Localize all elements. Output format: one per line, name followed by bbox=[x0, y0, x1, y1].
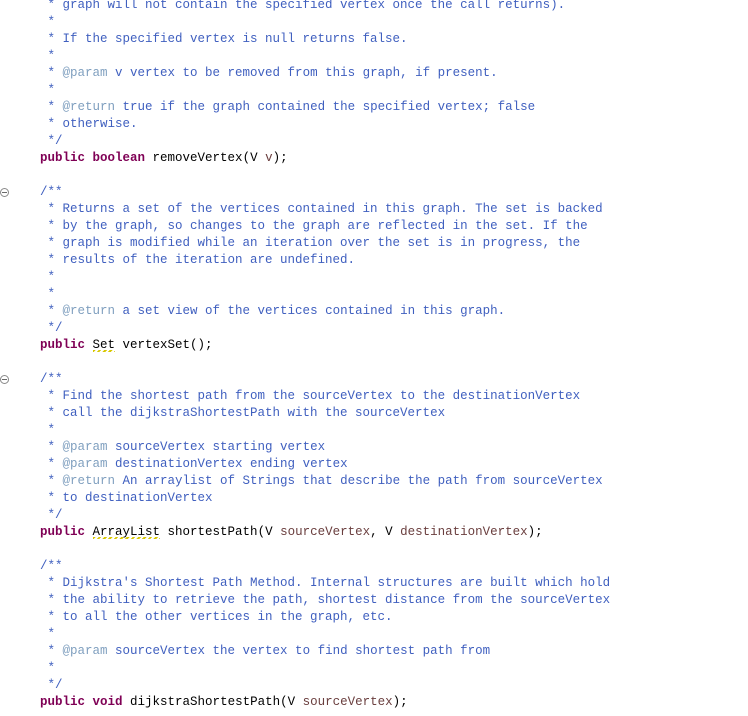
code-line bbox=[40, 99, 535, 116]
code-token: @return bbox=[62, 474, 116, 488]
code-line bbox=[40, 626, 55, 643]
code-token: * Returns a set of the vertices contained in this graph. The set is backed bbox=[40, 202, 603, 216]
code-line bbox=[40, 643, 490, 660]
code-line bbox=[40, 0, 565, 14]
code-token: destinationVertex bbox=[400, 525, 528, 539]
code-token: * Find the shortest path from the sourceVertex to the destinationVertex bbox=[40, 389, 581, 403]
code-line bbox=[40, 150, 288, 167]
code-token: , V bbox=[370, 525, 401, 539]
code-line bbox=[40, 456, 348, 473]
code-token: * bbox=[40, 661, 56, 675]
code-line bbox=[40, 677, 63, 694]
code-token: * bbox=[40, 270, 56, 284]
code-line bbox=[40, 507, 63, 524]
code-line bbox=[40, 490, 213, 507]
code-token: vertexSet(); bbox=[115, 338, 213, 352]
code-token bbox=[85, 525, 93, 539]
code-token: * bbox=[40, 627, 56, 641]
code-token: * If the specified vertex is null returns false. bbox=[40, 32, 408, 46]
code-token: * otherwise. bbox=[40, 117, 138, 131]
code-token: */ bbox=[40, 321, 63, 335]
fold-toggle-icon[interactable] bbox=[0, 188, 9, 197]
code-token: * bbox=[40, 457, 63, 471]
code-line bbox=[40, 286, 55, 303]
code-line bbox=[40, 660, 55, 677]
code-token: v bbox=[265, 151, 273, 165]
code-token: ); bbox=[527, 525, 543, 539]
code-token: * bbox=[40, 423, 56, 437]
code-token: public bbox=[40, 338, 86, 352]
code-token: a set view of the vertices contained in this graph. bbox=[115, 304, 506, 318]
code-line bbox=[40, 575, 610, 592]
code-token: dijkstraShortestPath(V bbox=[122, 695, 303, 709]
code-token: * the ability to retrieve the path, shortest distance from the sourceVertex bbox=[40, 593, 611, 607]
code-line bbox=[40, 320, 63, 337]
code-line bbox=[40, 235, 580, 252]
code-line bbox=[40, 405, 445, 422]
code-token: * bbox=[40, 15, 56, 29]
code-token: */ bbox=[40, 508, 63, 522]
code-token: * graph will not contain the specified vertex once the call returns). bbox=[40, 0, 566, 12]
code-token: ArrayList bbox=[92, 525, 161, 539]
code-line bbox=[40, 82, 55, 99]
code-token: @param bbox=[62, 440, 108, 454]
code-token: * call the dijkstraShortestPath with the sourceVertex bbox=[40, 406, 446, 420]
code-line bbox=[40, 609, 393, 626]
code-token: sourceVertex starting vertex bbox=[107, 440, 326, 454]
code-token: shortestPath(V bbox=[160, 525, 281, 539]
code-token: * graph is modified while an iteration over the set is in progress, the bbox=[40, 236, 581, 250]
code-token: /** bbox=[40, 372, 63, 386]
code-token: * bbox=[40, 304, 63, 318]
code-token: sourceVertex bbox=[280, 525, 371, 539]
code-token: * bbox=[40, 644, 63, 658]
code-token: public bbox=[40, 695, 86, 709]
code-line bbox=[40, 694, 408, 711]
code-line bbox=[40, 473, 603, 490]
code-token: @return bbox=[62, 100, 116, 114]
code-token: @param bbox=[62, 457, 108, 471]
code-token: * Dijkstra's Shortest Path Method. Internal structures are built which hold bbox=[40, 576, 611, 590]
code-line bbox=[40, 14, 55, 31]
code-line bbox=[40, 439, 325, 456]
code-token: boolean bbox=[92, 151, 146, 165]
code-token bbox=[85, 338, 93, 352]
code-token: public bbox=[40, 151, 86, 165]
code-token: Set bbox=[92, 338, 116, 352]
code-token: removeVertex(V bbox=[145, 151, 266, 165]
code-token bbox=[85, 151, 93, 165]
code-line bbox=[40, 48, 55, 65]
code-token: ); bbox=[392, 695, 408, 709]
code-token: * bbox=[40, 287, 56, 301]
code-token: sourceVertex bbox=[302, 695, 393, 709]
code-line bbox=[40, 303, 505, 320]
code-line bbox=[40, 133, 63, 150]
code-token: * to destinationVertex bbox=[40, 491, 213, 505]
code-line bbox=[40, 422, 55, 439]
code-token: @param bbox=[62, 644, 108, 658]
code-line bbox=[40, 592, 610, 609]
code-token bbox=[85, 695, 93, 709]
code-token: /** bbox=[40, 185, 63, 199]
code-token: @param bbox=[62, 66, 108, 80]
code-line bbox=[40, 269, 55, 286]
code-token: void bbox=[92, 695, 123, 709]
code-token: * by the graph, so changes to the graph are reflected in the set. If the bbox=[40, 219, 588, 233]
code-line bbox=[40, 31, 408, 48]
code-token: * results of the iteration are undefined. bbox=[40, 253, 356, 267]
code-token: * bbox=[40, 440, 63, 454]
code-token: * bbox=[40, 49, 56, 63]
code-line bbox=[40, 388, 580, 405]
fold-toggle-icon[interactable] bbox=[0, 375, 9, 384]
code-token: * bbox=[40, 100, 63, 114]
code-line bbox=[40, 252, 355, 269]
code-line bbox=[40, 337, 213, 354]
code-line bbox=[40, 116, 138, 133]
code-token: */ bbox=[40, 678, 63, 692]
code-token: * bbox=[40, 66, 63, 80]
code-line bbox=[40, 218, 588, 235]
code-line bbox=[40, 65, 498, 82]
code-token: sourceVertex the vertex to find shortest path from bbox=[107, 644, 491, 658]
code-token: /** bbox=[40, 559, 63, 573]
code-token: * bbox=[40, 474, 63, 488]
code-line bbox=[40, 558, 63, 575]
code-token: v vertex to be removed from this graph, if present. bbox=[107, 66, 498, 80]
code-token: * bbox=[40, 83, 56, 97]
code-token: @return bbox=[62, 304, 116, 318]
code-token: */ bbox=[40, 134, 63, 148]
code-line bbox=[40, 201, 603, 218]
code-token: public bbox=[40, 525, 86, 539]
code-token: ); bbox=[272, 151, 288, 165]
code-line bbox=[40, 184, 63, 201]
code-token: destinationVertex ending vertex bbox=[107, 457, 348, 471]
code-token: true if the graph contained the specified vertex; false bbox=[115, 100, 536, 114]
code-token: * to all the other vertices in the graph, etc. bbox=[40, 610, 393, 624]
code-token: An arraylist of Strings that describe the path from sourceVertex bbox=[115, 474, 603, 488]
code-line bbox=[40, 371, 63, 388]
code-line bbox=[40, 524, 543, 541]
